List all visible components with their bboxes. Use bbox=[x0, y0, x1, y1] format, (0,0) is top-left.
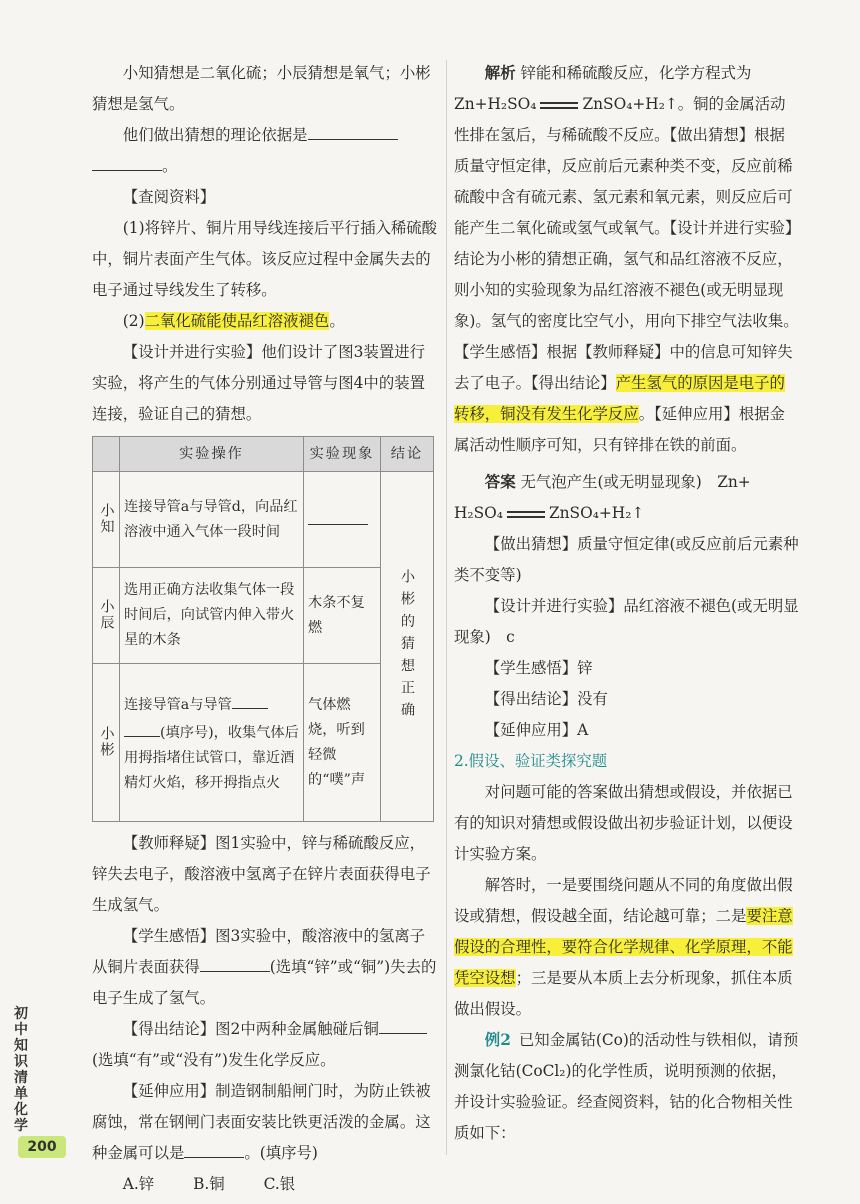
highlighted-text: 产生氢气的原因是电子的转移，铜没有发生化学反应 bbox=[454, 374, 785, 423]
answer-blank[interactable] bbox=[379, 1015, 427, 1034]
answer-blank[interactable] bbox=[124, 718, 160, 737]
operation-text: 连接导管a与导管 bbox=[124, 696, 232, 713]
option-a[interactable]: A.锌 bbox=[122, 1175, 155, 1193]
answer-blank[interactable] bbox=[232, 690, 268, 709]
answer-blank[interactable] bbox=[200, 953, 270, 972]
analysis-text: 锌能和稀硫酸反应，化学方程式为 bbox=[520, 64, 752, 82]
answer-blank[interactable] bbox=[308, 506, 368, 525]
punctuation: 。 bbox=[329, 312, 345, 330]
operation-cell: 连接导管a与导管d，向品红溶液中通入气体一段时间 bbox=[120, 472, 304, 568]
result-cell: 木条不复燃 bbox=[304, 568, 381, 664]
answer-options bbox=[92, 1169, 438, 1200]
table-row bbox=[93, 472, 434, 568]
theory-basis-question bbox=[92, 120, 438, 182]
answer-blank[interactable] bbox=[308, 121, 398, 140]
answer-item: 【做出猜想】质量守恒定律(或反应前后元素种类不变等) bbox=[454, 535, 799, 584]
equation-sign bbox=[507, 511, 545, 518]
experiment-design-paragraph: 【设计并进行实验】他们设计了图3装置进行实验，将产生的气体分别通过导管与图4中的装置连接，验证自己的猜想。 bbox=[92, 343, 426, 423]
section-text: ；三是要从本质上去分析现象，抓住本质做出假设。 bbox=[454, 969, 793, 1018]
table-header: 实验现象 bbox=[304, 437, 381, 472]
answer-item: 【设计并进行实验】品红溶液不褪色(或无明显现象) c bbox=[454, 597, 799, 646]
equation-products: ZnSO₄+H₂↑ bbox=[548, 504, 645, 522]
analysis-text: 【得出结论】 bbox=[530, 374, 616, 392]
analysis-paragraph bbox=[454, 58, 800, 461]
table-header-blank bbox=[93, 437, 120, 472]
example-paragraph bbox=[454, 1025, 800, 1149]
section-paragraph bbox=[454, 870, 800, 1025]
question-text: 【学生感悟】图3实验中，酸溶液中的氢离子从铜片表面获得 bbox=[92, 927, 426, 976]
equation-reactants: Zn+H₂SO₄ bbox=[454, 95, 537, 113]
right-column bbox=[454, 58, 800, 1149]
left-column bbox=[92, 58, 438, 1200]
conclusion-question bbox=[92, 1014, 438, 1076]
operation-cell bbox=[120, 664, 304, 822]
conclusion-cell: 小彬的猜想正确 bbox=[381, 472, 434, 822]
operation-text: (填序号)，收集气体后用拇指堵住试管口，靠近酒精灯火焰，移开拇指点火 bbox=[124, 724, 299, 791]
answer-text: 无气泡产生(或无明显现象) Zn+ bbox=[520, 473, 751, 491]
analysis-text: 。铜的金属活动性排在氢后，与稀硫酸不反应。【做出猜想】根据质量守恒定律，反应前后元素种类不变，反应前稀硫酸中含有硫元素、氢元素和氧元素，则反应后可能产生二氧化硫或氢气或氧气。【设计并进行实验】结论为小彬的猜想正确，氢气和品红溶液不反应，则小知的实验现象为品红溶液不褪色(或无明显现象)。氢气的密度比空气小，用向下排空气法收集。【学生感悟】根据【教师释疑】中的信息可知锌失去了电子。 bbox=[454, 95, 799, 392]
section-title: 2.假设、验证类探究题 bbox=[454, 752, 608, 770]
answer-item: 【学生感悟】锌 bbox=[484, 659, 593, 677]
section-paragraph: 对问题可能的答案做出猜想或假设，并依据已有的知识对猜想或假设做出初步验证计划，以便设计实验方案。 bbox=[454, 783, 793, 863]
result-cell: 气体燃烧，听到轻微的“噗”声 bbox=[304, 664, 381, 822]
option-b[interactable]: B.铜 bbox=[193, 1175, 225, 1193]
equation-products: ZnSO₄+H₂↑ bbox=[582, 95, 678, 113]
highlighted-text: 要注意假设的合理性，要符合化学规律、化学原理，不能凭空设想 bbox=[454, 907, 793, 987]
section-heading-consult: 【查阅资料】 bbox=[122, 188, 216, 206]
experiment-table bbox=[92, 436, 434, 822]
extension-question bbox=[92, 1076, 438, 1169]
row-label: 小知 bbox=[93, 472, 120, 568]
section-text: 解答时，一是要围绕问题从不同的角度做出假设或猜想，假设越全面，结论越可靠；二是 bbox=[454, 876, 793, 925]
answer-item: 【得出结论】没有 bbox=[484, 690, 608, 708]
row-label: 小彬 bbox=[93, 664, 120, 822]
item-number: (2) bbox=[122, 312, 145, 330]
table-header: 结论 bbox=[381, 437, 434, 472]
book-series-label: 初中知识清单 化学 bbox=[14, 1006, 28, 1134]
option-c[interactable]: C.银 bbox=[263, 1175, 296, 1193]
table-header-row bbox=[93, 437, 434, 472]
equation-sign bbox=[540, 102, 578, 109]
answer-label: 答案 bbox=[484, 473, 516, 491]
analysis-text: 。【延伸应用】根据金属活动性顺序可知，只有锌排在铁的前面。 bbox=[454, 405, 785, 454]
answer-blank[interactable] bbox=[92, 152, 162, 171]
info-item-1: (1)将锌片、铜片用导线连接后平行插入稀硫酸中，铜片表面产生气体。该反应过程中金属失去的电子通过导线发生了转移。 bbox=[92, 219, 438, 299]
student-insight bbox=[92, 921, 438, 1014]
example-label: 例2 bbox=[484, 1031, 511, 1049]
highlighted-text: 二氧化硫能使品红溶液褪色 bbox=[144, 312, 330, 330]
question-text: 【得出结论】图2中两种金属触碰后铜 bbox=[122, 1020, 379, 1038]
column-divider bbox=[446, 60, 447, 1155]
equation-reactants: H₂SO₄ bbox=[454, 504, 503, 522]
question-text: (选填“有”或“没有”)发生化学反应。 bbox=[92, 1051, 336, 1069]
punctuation: 。 bbox=[162, 157, 178, 175]
question-text: (选填“锌”或“铜”)失去的电子生成了氢气。 bbox=[92, 958, 437, 1007]
answer-paragraph bbox=[454, 467, 800, 529]
hypotheses-paragraph: 小知猜想是二氧化硫；小辰猜想是氧气；小彬猜想是氢气。 bbox=[92, 64, 431, 113]
teacher-explanation: 【教师释疑】图1实验中，锌与稀硫酸反应，锌失去电子，酸溶液中氢离子在锌片表面获得电子生成氢气。 bbox=[92, 834, 431, 914]
row-label: 小辰 bbox=[93, 568, 120, 664]
example-text: 已知金属钴(Co)的活动性与铁相似，请预测氯化钴(CoCl₂)的化学性质，说明预测的依据，并设计实验验证。经查阅资料，钴的化合物相关性质如下： bbox=[454, 1031, 799, 1142]
answer-blank[interactable] bbox=[184, 1139, 244, 1158]
theory-basis-text: 他们做出猜想的理论依据是 bbox=[122, 126, 308, 144]
question-text: 。(填序号) bbox=[244, 1144, 318, 1162]
table-header: 实验操作 bbox=[120, 437, 304, 472]
page-number-badge: 200 bbox=[18, 1136, 66, 1158]
operation-cell: 选用正确方法收集气体一段时间后，向试管内伸入带火星的木条 bbox=[120, 568, 304, 664]
info-item-2 bbox=[92, 306, 438, 337]
analysis-label: 解析 bbox=[484, 64, 516, 82]
answer-item: 【延伸应用】A bbox=[484, 721, 589, 739]
question-text: 【延伸应用】制造钢制船闸门时，为防止铁被腐蚀，常在钢闸门表面安装比铁更活泼的金属。这种金属可以是 bbox=[92, 1082, 431, 1162]
result-cell bbox=[304, 472, 381, 568]
